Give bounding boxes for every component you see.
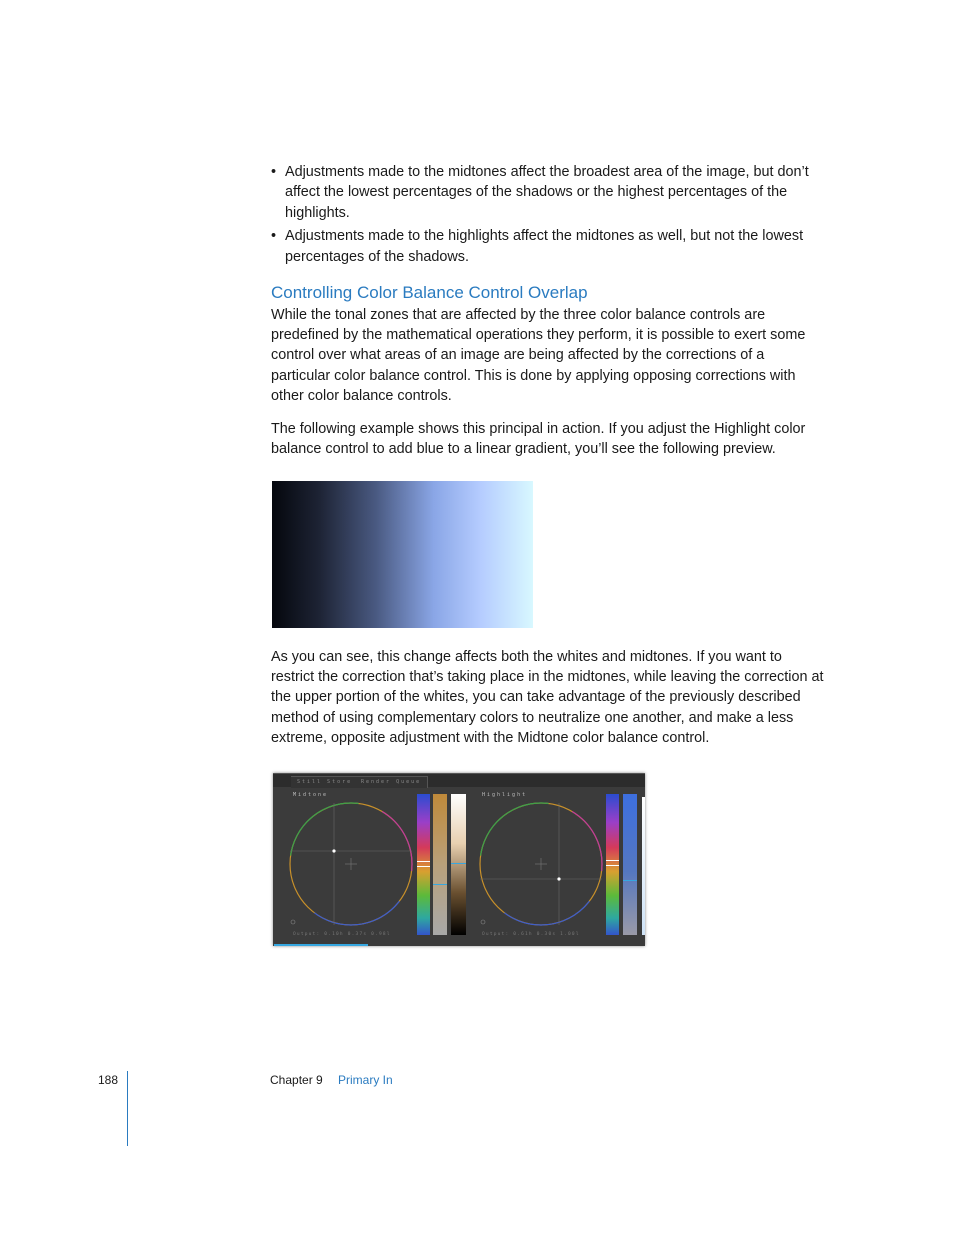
bullet-item xyxy=(271,162,826,223)
gradient-preview-image xyxy=(272,481,533,628)
midtone-label: Midtone xyxy=(293,792,329,798)
footer-divider xyxy=(127,1071,128,1146)
highlight-label: Highlight xyxy=(482,792,528,798)
tab-render-queue: Render Queue xyxy=(355,776,428,788)
highlight-output-readout: Output: 0.61h 0.30s 1.00l xyxy=(482,932,580,937)
color-wheels-graphic xyxy=(273,774,645,946)
body-paragraph: The following example shows this principal in action. If you adjust the Highlight color balance control to add blue to a linear gradient, you’ll see the following preview. xyxy=(271,421,806,458)
tab-still-store: Still Store xyxy=(291,776,359,788)
bullet-glyph: • xyxy=(271,228,277,245)
bullet-glyph: • xyxy=(271,164,277,180)
body-paragraph: As you can see, this change affects both the whites and midtones. If you want to restrict the correction that’s taking place in the midtones, while leaving the correction at the upper portion of the whites, you can take advantage of the previously described method of using complementary colors to neutralize one another, and make a less extreme, opposite adjustment with the Midtone color balance control. xyxy=(271,649,824,746)
page-number: 188 xyxy=(98,1073,119,1087)
chapter-title: Primary In xyxy=(338,1073,393,1087)
bullet-text: Adjustments made to the highlights affect the midtones as well, but not the lowest percentages of the shadows. xyxy=(285,228,804,265)
midtone-output-readout: Output: 0.10h 0.37s 0.98l xyxy=(293,932,391,937)
bullet-text: Adjustments made to the midtones affect the broadest area of the image, but don’t affect the lowest percentages of the shadows or the highest percentages of the highlights. xyxy=(285,164,809,221)
section-heading: Controlling Color Balance Control Overlap xyxy=(271,283,588,302)
bullet-item xyxy=(271,226,826,267)
body-paragraph: While the tonal zones that are affected by the three color balance controls are predefined by the mathematical operations they perform, it is possible to exert some control over what areas of an image are being affected by the corrections of a particular color balance control. This is done by applying opposing corrections with other color balance controls. xyxy=(271,307,806,404)
panel-side-highlight xyxy=(642,797,645,935)
chapter-label: Chapter 9 xyxy=(270,1073,323,1087)
color-balance-panel-screenshot xyxy=(273,773,645,946)
bullet-list xyxy=(271,162,826,270)
panel-accent-line xyxy=(274,944,368,946)
